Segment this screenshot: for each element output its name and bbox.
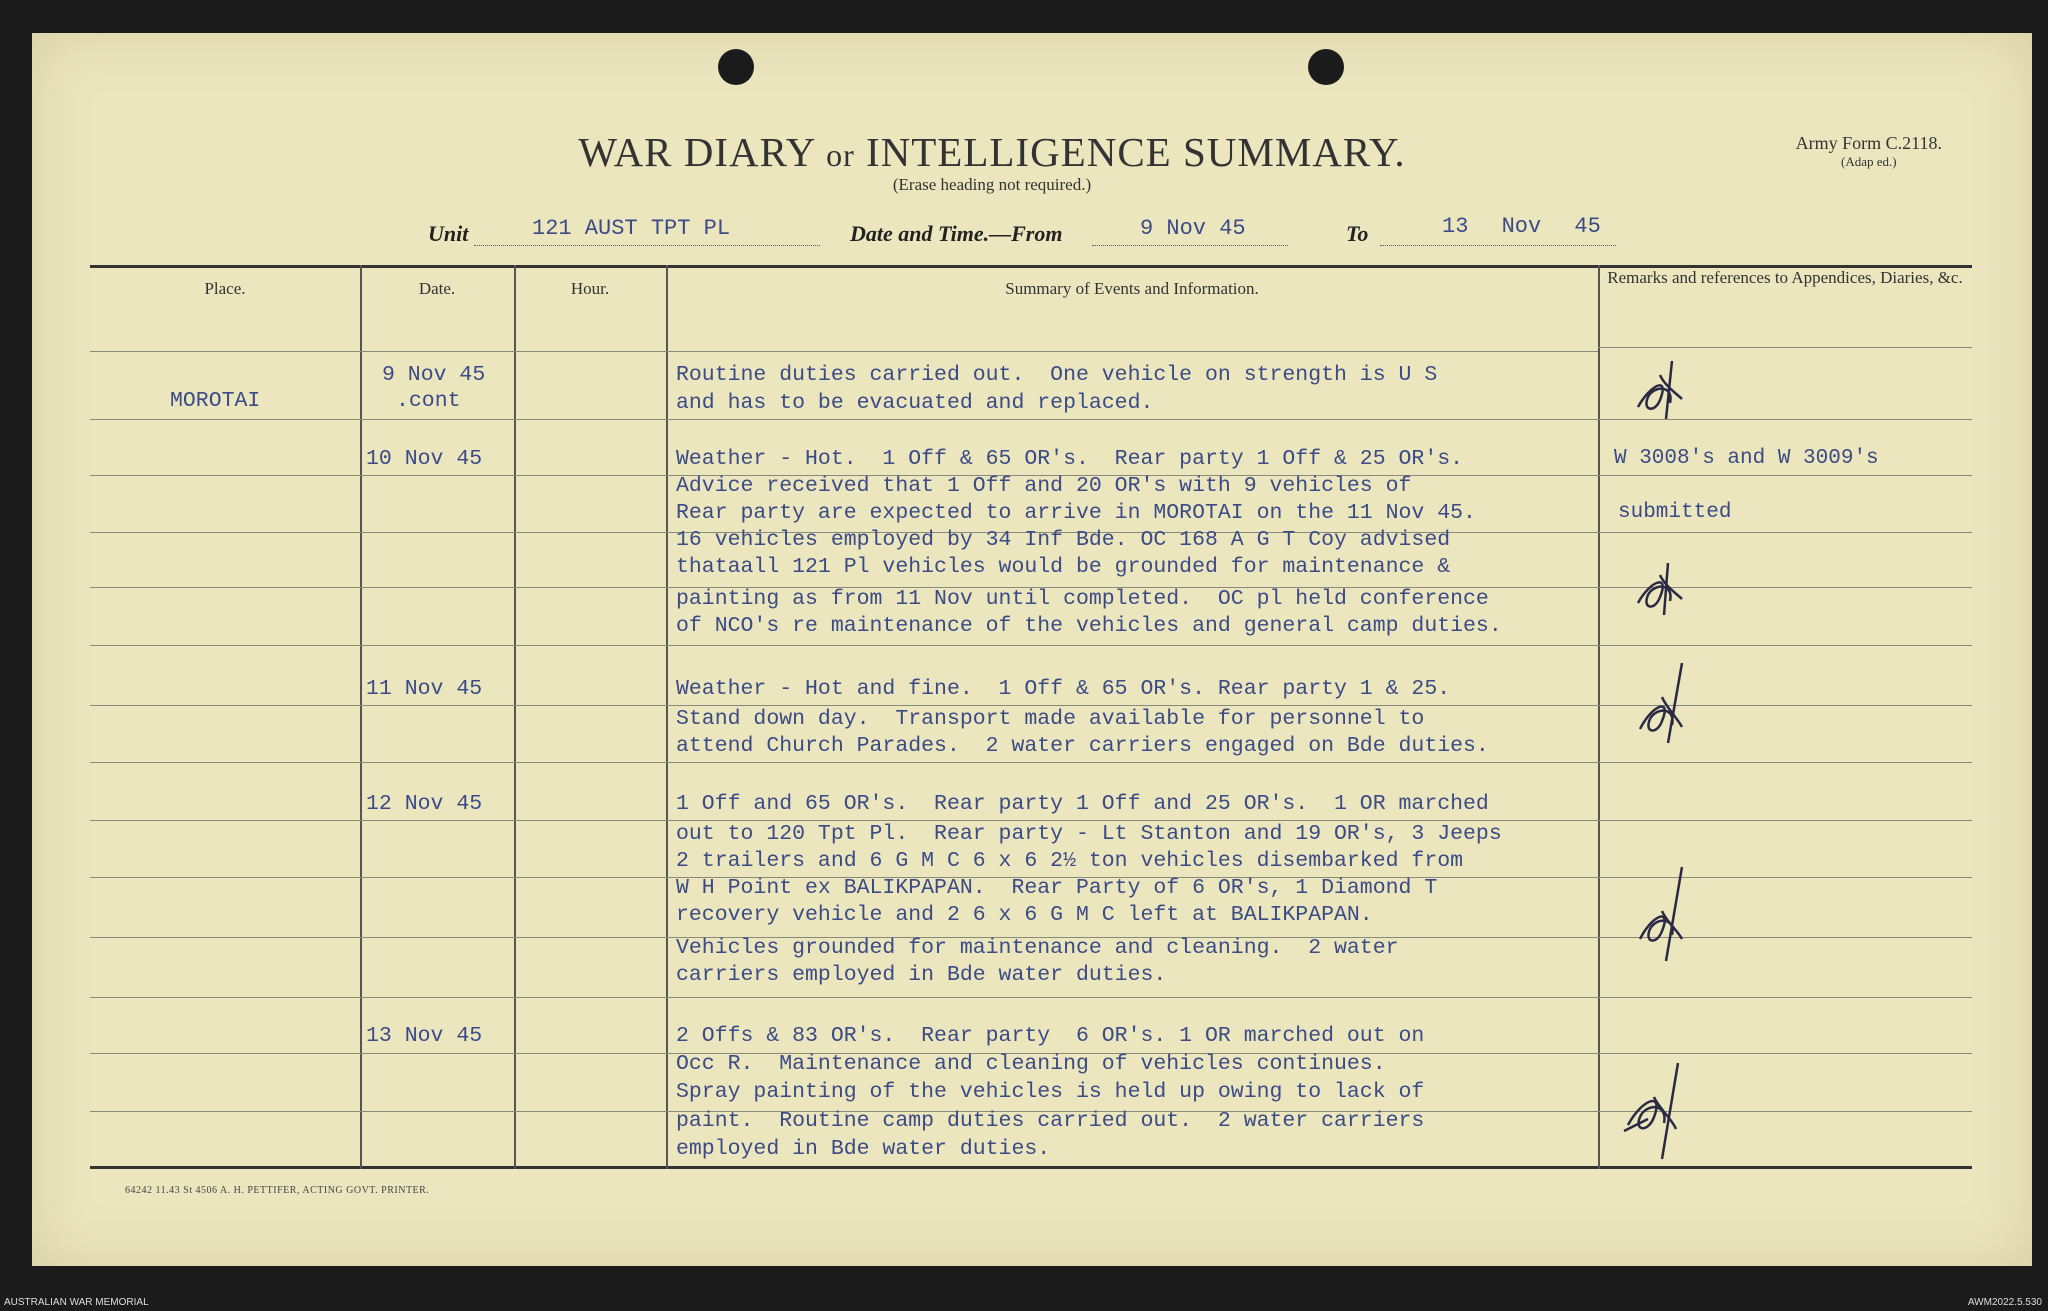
handwritten-initials-icon (1630, 355, 1690, 425)
date-to-label: To (1346, 221, 1369, 246)
row-rule (90, 997, 1972, 998)
summary-line: W H Point ex BALIKPAPAN. Rear Party of 6 OR's, 1 Diamond T (676, 876, 1438, 900)
column-divider (1598, 265, 1600, 1169)
date-cell: 13 Nov 45 (366, 1024, 483, 1048)
summary-line: out to 120 Tpt Pl. Rear party - Lt Stanton and 19 OR's, 3 Jeeps (676, 822, 1502, 846)
handwritten-initials-icon (1618, 1055, 1688, 1165)
row-rule (90, 762, 1972, 763)
punch-hole (1308, 49, 1344, 85)
summary-line: Weather - Hot and fine. 1 Off & 65 OR's. Rear party 1 & 25. (676, 677, 1451, 701)
place-cell: MOROTAI (170, 389, 261, 413)
date-cell: 10 Nov 45 (366, 447, 483, 471)
column-divider (514, 265, 516, 1169)
archive-caption-left: AUSTRALIAN WAR MEMORIAL (4, 1297, 149, 1308)
summary-line: 16 vehicles employed by 34 Inf Bde. OC 168 A G T Coy advised (676, 528, 1451, 552)
handwritten-initials-icon (1630, 555, 1690, 625)
date-from-underline (1092, 245, 1288, 246)
unit-value: 121 AUST TPT PL (532, 216, 731, 241)
form-title: WAR DIARY or INTELLIGENCE SUMMARY. (578, 129, 1406, 175)
summary-line: Occ R. Maintenance and cleaning of vehicles continues. (676, 1052, 1386, 1076)
summary-line: 1 Off and 65 OR's. Rear party 1 Off and 25 OR's. 1 OR marched (676, 792, 1489, 816)
summary-line: Routine duties carried out. One vehicle on strength is U S (676, 363, 1438, 387)
date-cell: 9 Nov 45 (382, 363, 486, 387)
date-cell: 12 Nov 45 (366, 792, 483, 816)
summary-line: 2 trailers and 6 G M C 6 x 6 2½ ton vehicles disembarked from (676, 849, 1464, 873)
date-from-label: Date and Time.—From (850, 221, 1063, 246)
army-form-number: Army Form C.2118. (Adap ed.) (1795, 133, 1942, 169)
unit-label: Unit (428, 221, 469, 246)
summary-line: Spray painting of the vehicles is held up owing to lack of (676, 1080, 1425, 1104)
header-summary: Summary of Events and Information. (1005, 279, 1259, 298)
remarks-cell: submitted (1618, 501, 1732, 524)
date-from-value: 9 Nov 45 (1140, 216, 1246, 241)
summary-line: Weather - Hot. 1 Off & 65 OR's. Rear party 1 Off & 25 OR's. (676, 447, 1464, 471)
header-hour: Hour. (570, 279, 610, 298)
handwritten-initials-icon (1630, 861, 1690, 971)
header-date: Date. (418, 279, 456, 298)
handwritten-initials-icon (1630, 657, 1690, 753)
header-place: Place. (204, 279, 246, 298)
table-bottom-rule (90, 1166, 1972, 1169)
row-rule (90, 645, 1972, 646)
summary-line: recovery vehicle and 2 6 x 6 G M C left at BALIKPAPAN. (676, 903, 1373, 927)
date-to-value: 13 Nov 45 (1442, 214, 1601, 239)
remarks-cell: W 3008's and W 3009's (1614, 447, 1879, 470)
row-rule (90, 820, 1972, 821)
printer-footer: 64242 11.43 St 4506 A. H. PETTIFER, ACTING GOVT. PRINTER. (125, 1185, 430, 1196)
summary-line: Advice received that 1 Off and 20 OR's with 9 vehicles of (676, 474, 1412, 498)
summary-line: Rear party are expected to arrive in MOROTAI on the 11 Nov 45. (676, 501, 1476, 525)
summary-line: employed in Bde water duties. (676, 1137, 1051, 1161)
summary-line: and has to be evacuated and replaced. (676, 391, 1154, 415)
date-to-underline (1380, 245, 1616, 246)
summary-line: paint. Routine camp duties carried out. 2 water carriers (676, 1109, 1425, 1133)
summary-line: Vehicles grounded for maintenance and cleaning. 2 water (676, 936, 1399, 960)
date-cell-continued: .cont (396, 389, 461, 413)
column-divider (666, 265, 668, 1169)
summary-line: thataall 121 Pl vehicles would be grounded for maintenance & (676, 555, 1451, 579)
summary-line: painting as from 11 Nov until completed. OC pl held conference (676, 587, 1489, 611)
summary-line: attend Church Parades. 2 water carriers engaged on Bde duties. (676, 734, 1489, 758)
date-cell: 11 Nov 45 (366, 677, 483, 701)
form-subtitle: (Erase heading not required.) (892, 175, 1092, 194)
header-remarks: Remarks and references to Appendices, Diaries, &c. (1607, 268, 1963, 287)
row-rule (1598, 347, 1972, 348)
summary-line: Stand down day. Transport made available for personnel to (676, 707, 1425, 731)
archive-caption-right: AWM2022.5.530 (1967, 1297, 2042, 1308)
diary-table (90, 265, 1972, 1169)
row-rule (90, 351, 1598, 352)
punch-hole (718, 49, 754, 85)
summary-line: of NCO's re maintenance of the vehicles and general camp duties. (676, 614, 1502, 638)
column-divider (360, 265, 362, 1169)
document-page (32, 33, 2032, 1266)
summary-line: 2 Offs & 83 OR's. Rear party 6 OR's. 1 OR marched out on (676, 1024, 1425, 1048)
summary-line: carriers employed in Bde water duties. (676, 963, 1167, 987)
unit-underline (474, 245, 820, 246)
